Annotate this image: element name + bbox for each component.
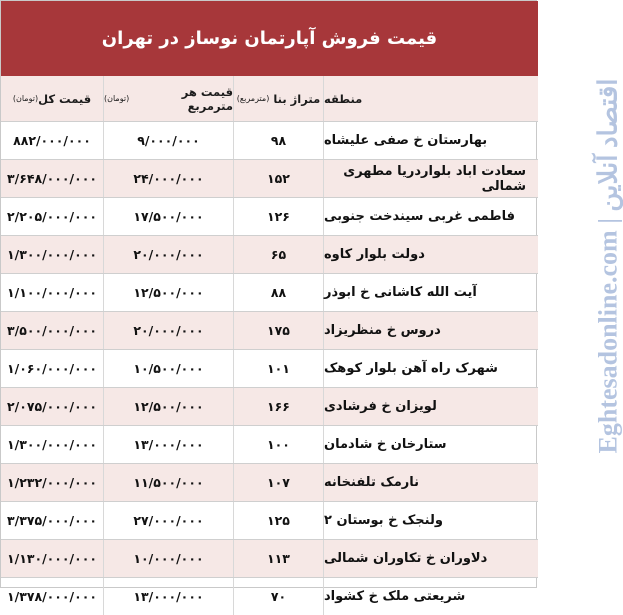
cell-total-price: ۲/۰۷۵/۰۰۰/۰۰۰ bbox=[7, 399, 97, 414]
table-row bbox=[1, 540, 538, 578]
table-row bbox=[1, 578, 538, 615]
cell-size: ۱۰۰ bbox=[233, 426, 323, 463]
table-row bbox=[1, 464, 538, 502]
table-row bbox=[1, 502, 538, 540]
cell-region: دلاوران خ تکاوران شمالی bbox=[323, 540, 538, 577]
cell-total-price: ۱/۳۰۰/۰۰۰/۰۰۰ bbox=[7, 437, 97, 452]
cell-total-price: ۸۸۲/۰۰۰/۰۰۰ bbox=[13, 133, 91, 148]
cell-total-price: ۱/۳۰۰/۰۰۰/۰۰۰ bbox=[7, 247, 97, 262]
cell-price-per-meter: ۱۰/۰۰۰/۰۰۰ bbox=[103, 540, 233, 577]
header-size: متراژ بنا (مترمربع) bbox=[233, 76, 323, 121]
cell-size: ۱۷۵ bbox=[233, 312, 323, 349]
cell-price-per-meter: ۲۴/۰۰۰/۰۰۰ bbox=[103, 160, 233, 197]
cell-region: لویزان خ فرشادی bbox=[323, 388, 538, 425]
cell-price-per-meter: ۲۰/۰۰۰/۰۰۰ bbox=[103, 236, 233, 273]
cell-total-price: ۱/۳۷۸/۰۰۰/۰۰۰ bbox=[7, 589, 97, 604]
cell-price-per-meter: ۱۱/۵۰۰/۰۰۰ bbox=[103, 464, 233, 501]
cell-size: ۱۰۷ bbox=[233, 464, 323, 501]
table-row bbox=[1, 274, 538, 312]
cell-total-price: ۱/۱۰۰/۰۰۰/۰۰۰ bbox=[7, 285, 97, 300]
cell-total-price: ۳/۶۴۸/۰۰۰/۰۰۰ bbox=[7, 171, 97, 186]
cell-total-price: ۱/۲۳۲/۰۰۰/۰۰۰ bbox=[7, 475, 97, 490]
cell-region: شریعتی ملک خ کشواد bbox=[323, 578, 538, 615]
cell-total-price: ۳/۳۷۵/۰۰۰/۰۰۰ bbox=[7, 513, 97, 528]
cell-size: ۱۱۳ bbox=[233, 540, 323, 577]
cell-region: نارمک تلفنخانه bbox=[323, 464, 538, 501]
title-bar bbox=[1, 1, 538, 76]
cell-region: دروس خ منظریزاد bbox=[323, 312, 538, 349]
table-row bbox=[1, 122, 538, 160]
header-total-price: قیمت کل (تومان) bbox=[12, 91, 92, 106]
table-header-row bbox=[1, 76, 538, 122]
cell-region: آیت الله کاشانی خ ابوذر bbox=[323, 274, 538, 311]
cell-region: فاطمی غربی سیندخت جنوبی bbox=[323, 198, 538, 235]
cell-price-per-meter: ۱۳/۰۰۰/۰۰۰ bbox=[103, 578, 233, 615]
table-row bbox=[1, 426, 538, 464]
header-price-per-meter: قیمت هر مترمربع (تومان) bbox=[103, 76, 233, 121]
cell-total-price: ۱/۰۶۰/۰۰۰/۰۰۰ bbox=[7, 361, 97, 376]
cell-total-price: ۲/۲۰۵/۰۰۰/۰۰۰ bbox=[7, 209, 97, 224]
table-row bbox=[1, 198, 538, 236]
table-title: قیمت فروش آپارتمان نوساز در تهران bbox=[101, 28, 438, 49]
table-row bbox=[1, 388, 538, 426]
cell-region: دولت بلوار کاوه bbox=[323, 236, 538, 273]
watermark-logo: Eghtesadonline.com | اقتصاد آنلاین bbox=[593, 78, 623, 454]
cell-region: ستارخان خ شادمان bbox=[323, 426, 538, 463]
cell-region: ولنجک خ بوستان ۲ bbox=[323, 502, 538, 539]
table-row bbox=[1, 312, 538, 350]
header-region: منطقه bbox=[323, 76, 538, 121]
cell-price-per-meter: ۹/۰۰۰/۰۰۰ bbox=[103, 122, 233, 159]
cell-region: بهارستان خ صفی علیشاه bbox=[323, 122, 538, 159]
cell-size: ۷۰ bbox=[233, 578, 323, 615]
cell-price-per-meter: ۱۳/۰۰۰/۰۰۰ bbox=[103, 426, 233, 463]
cell-region: سعادت اباد بلواردریا مطهری شمالی bbox=[323, 160, 538, 197]
cell-size: ۱۰۱ bbox=[233, 350, 323, 387]
cell-size: ۱۲۵ bbox=[233, 502, 323, 539]
cell-size: ۶۵ bbox=[233, 236, 323, 273]
cell-price-per-meter: ۱۲/۵۰۰/۰۰۰ bbox=[103, 388, 233, 425]
table-row bbox=[1, 350, 538, 388]
cell-size: ۱۲۶ bbox=[233, 198, 323, 235]
cell-region: شهرک راه آهن بلوار کوهک bbox=[323, 350, 538, 387]
cell-size: ۱۵۲ bbox=[233, 160, 323, 197]
cell-size: ۱۶۶ bbox=[233, 388, 323, 425]
cell-price-per-meter: ۲۰/۰۰۰/۰۰۰ bbox=[103, 312, 233, 349]
cell-price-per-meter: ۱۲/۵۰۰/۰۰۰ bbox=[103, 274, 233, 311]
cell-price-per-meter: ۱۷/۵۰۰/۰۰۰ bbox=[103, 198, 233, 235]
cell-total-price: ۳/۵۰۰/۰۰۰/۰۰۰ bbox=[7, 323, 97, 338]
cell-size: ۸۸ bbox=[233, 274, 323, 311]
cell-size: ۹۸ bbox=[233, 122, 323, 159]
table-row bbox=[1, 236, 538, 274]
cell-total-price: ۱/۱۳۰/۰۰۰/۰۰۰ bbox=[7, 551, 97, 566]
price-table bbox=[1, 76, 538, 615]
cell-price-per-meter: ۲۷/۰۰۰/۰۰۰ bbox=[103, 502, 233, 539]
table-row bbox=[1, 160, 538, 198]
cell-price-per-meter: ۱۰/۵۰۰/۰۰۰ bbox=[103, 350, 233, 387]
